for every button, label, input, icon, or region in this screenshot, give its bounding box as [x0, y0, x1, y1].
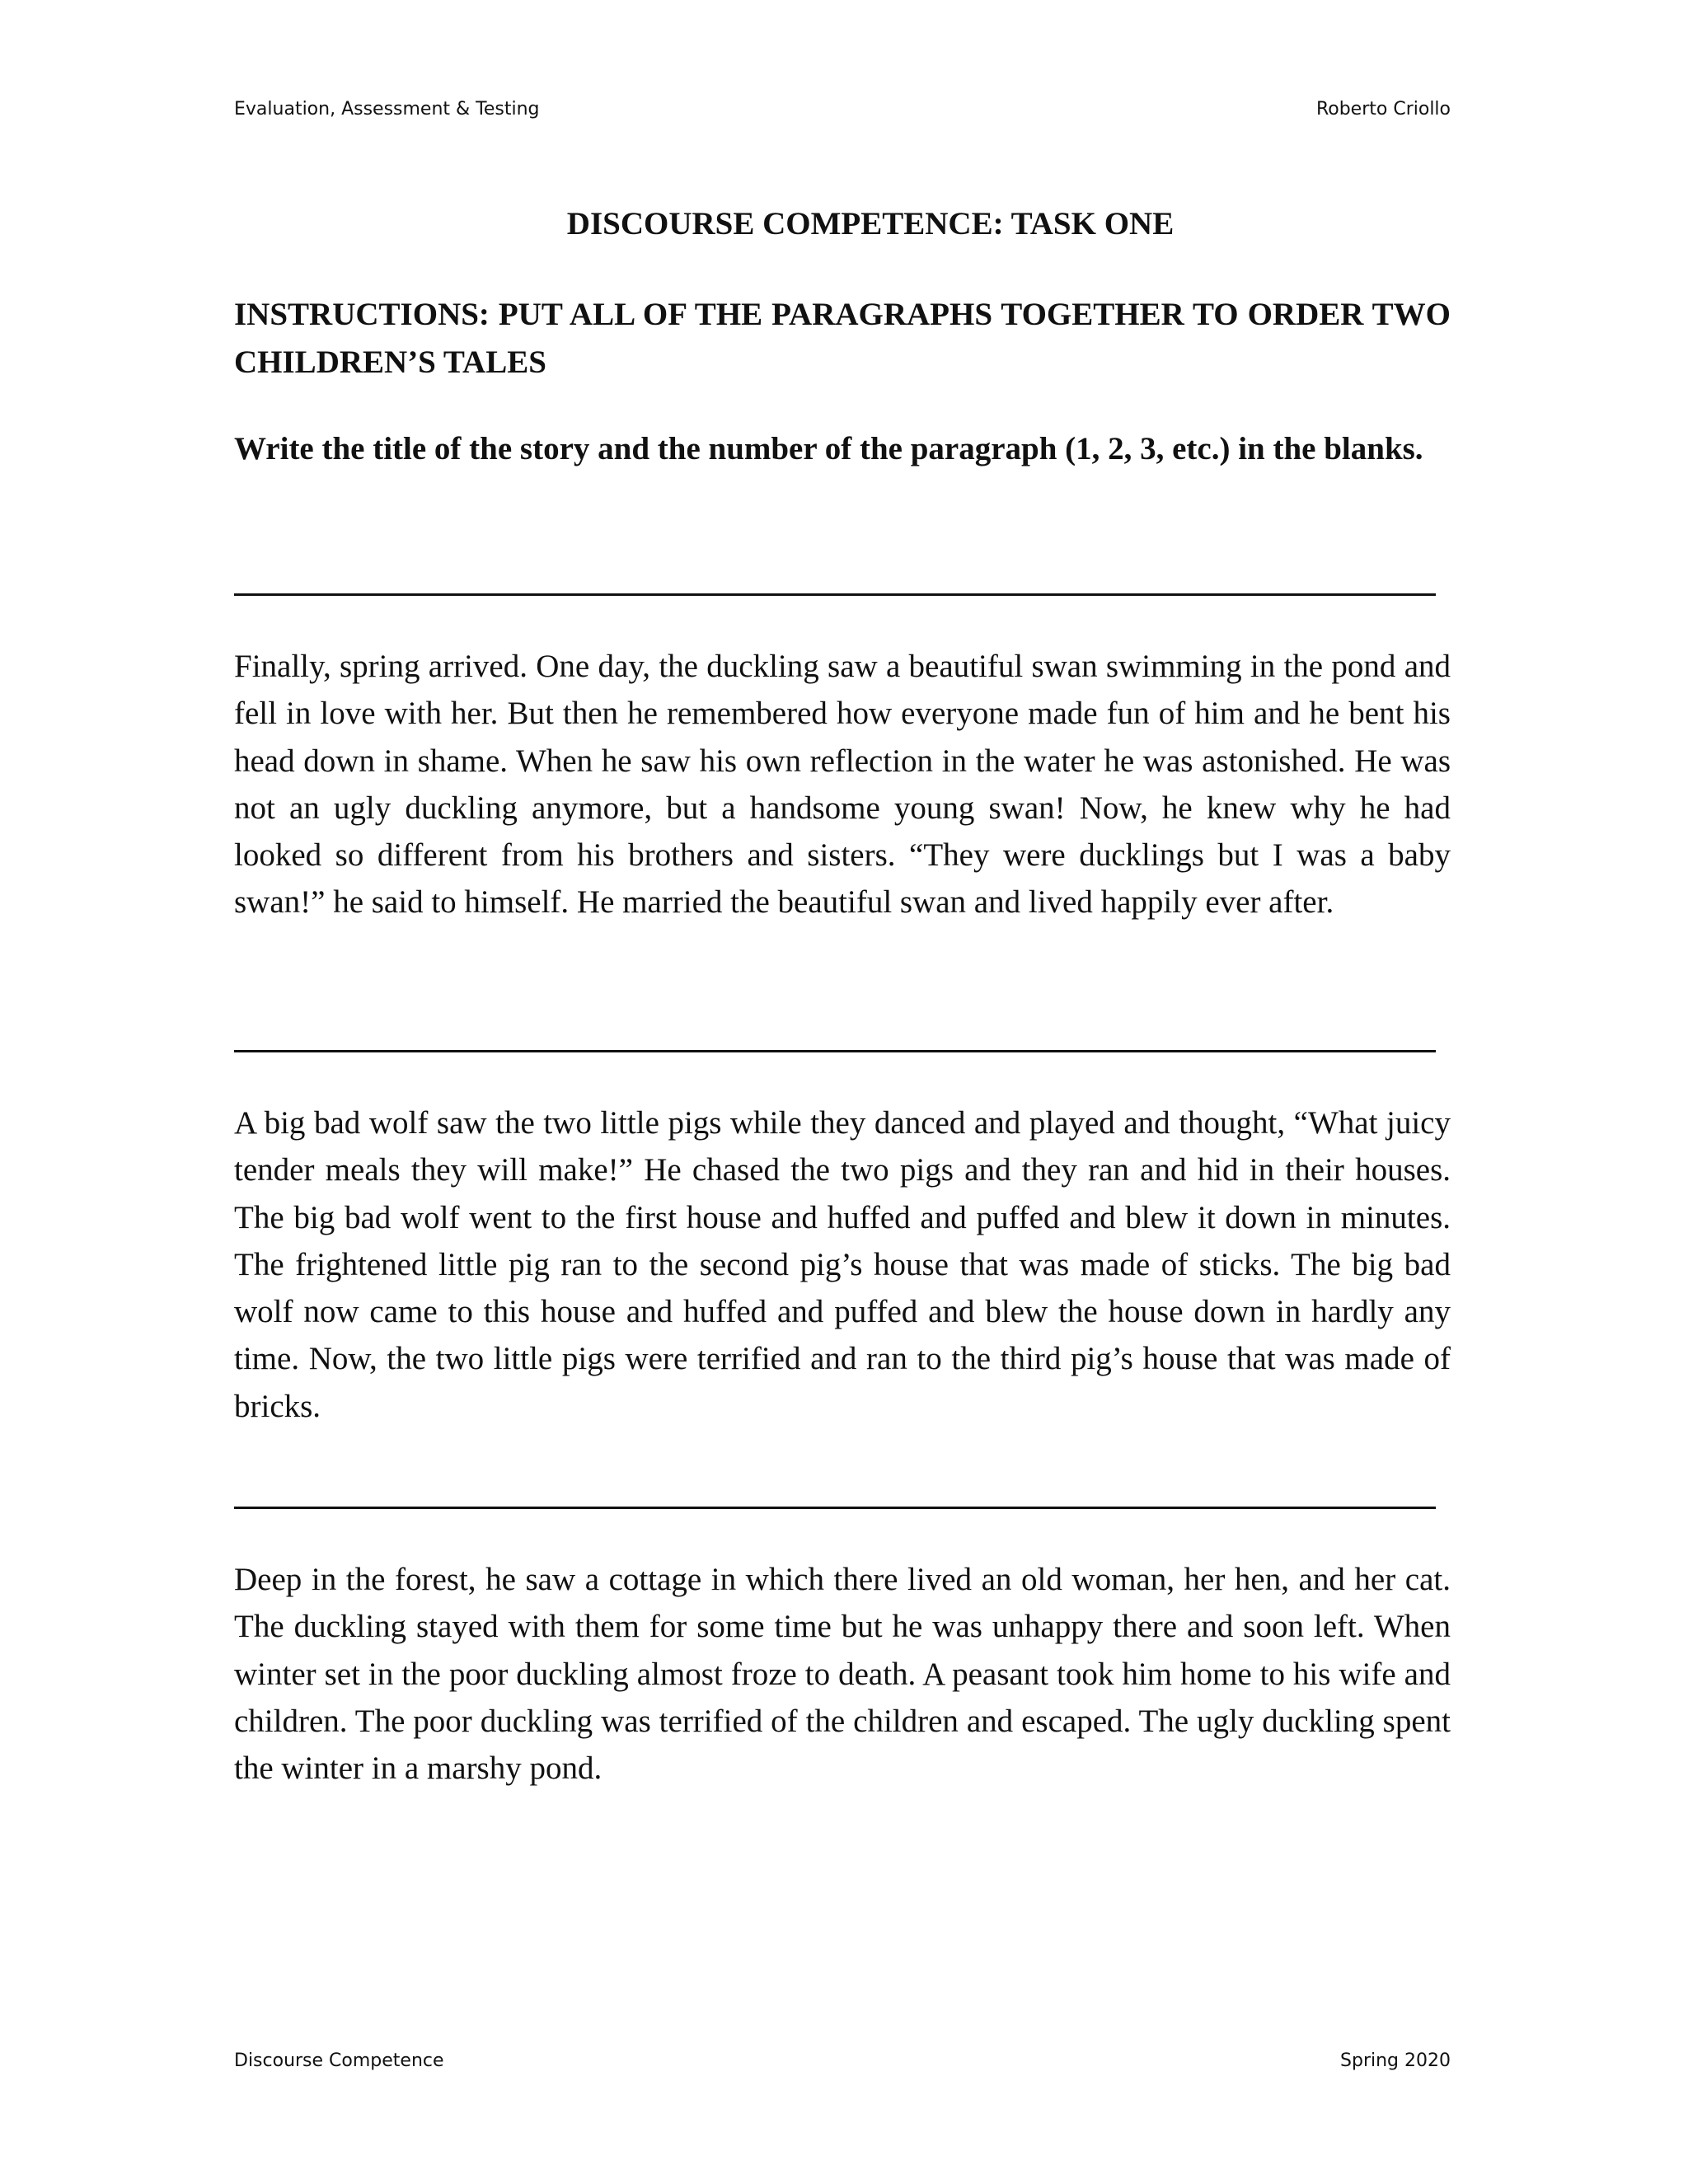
header-course-title: Evaluation, Assessment & Testing — [234, 99, 540, 120]
page-header — [234, 98, 1451, 121]
paragraph-duckling-ending: Finally, spring arrived. One day, the duckling saw a beautiful swan swimming in the pond and fell in love with her. But then he remembered how everyone made fun of him and he bent his head down in shame. When he saw his own reflection in the water he was astonished. He was not an ugly duckling anymore, but a handsome young swan! Now, he knew why he had looked so different from his brothers and sisters. “They were ducklings but I was a baby swan!” he said to himself. He married the beautiful swan and lived happily ever after. — [234, 649, 1451, 921]
write-instructions: Write the title of the story and the number of the paragraph (1, 2, 3, etc.) in the blanks. — [234, 431, 1423, 466]
answer-blank-3[interactable] — [234, 1507, 1436, 1509]
answer-blank-1[interactable] — [234, 593, 1436, 596]
answer-blank-2[interactable] — [234, 1050, 1436, 1052]
page-footer — [234, 2050, 1451, 2073]
paragraph-wolf-and-pigs: A big bad wolf saw the two little pigs while they danced and played and thought, “What juicy tender meals they will make!” He chased the two pigs and they ran and hid in their houses. The big bad wolf went to the first house and huffed and puffed and blew it down in minutes. The frightened little pig ran to the second pig’s house that was made of sticks. The big bad wolf now came to this house and huffed and puffed and blew the house down in hardly any time. Now, the two little pigs were terrified and ran to the third pig’s house that was made of bricks. — [234, 1105, 1451, 1424]
instructions-text: INSTRUCTIONS: PUT ALL OF THE PARAGRAPHS TOGETHER TO ORDER TWO CHILDREN’S TALES — [234, 297, 1451, 380]
header-author: Roberto Criollo — [1315, 99, 1451, 120]
task-title: DISCOURSE COMPETENCE: TASK ONE — [566, 206, 1175, 241]
footer-topic: Discourse Competence — [234, 2050, 444, 2071]
footer-term: Spring 2020 — [1340, 2050, 1451, 2071]
paragraph-duckling-winter: Deep in the forest, he saw a cottage in which there lived an old woman, her hen, and her cat. The duckling stayed with them for some time but he was unhappy there and soon left. When winter set in the poor duckling almost froze to death. A peasant took him home to his wife and children. The poor duckling was terrified of the children and escaped. The ugly duckling spent the winter in a marshy pond. — [234, 1562, 1451, 1787]
